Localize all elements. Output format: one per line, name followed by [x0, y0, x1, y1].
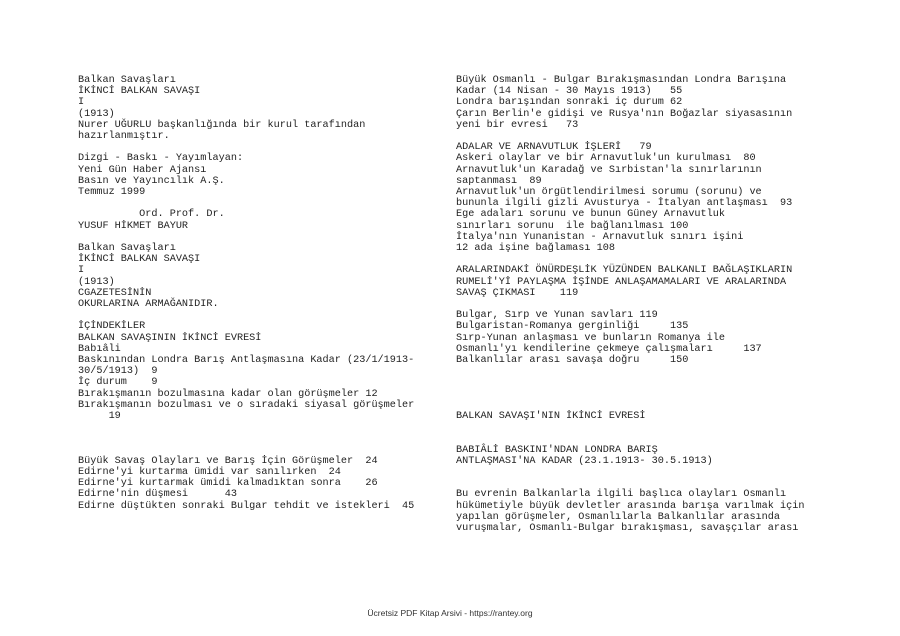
text-line: Londra barışından sonraki iç durum 62 — [456, 97, 683, 109]
text-line: Balkan Savaşları — [78, 75, 176, 86]
text-line: Bırakışmanın bozulmasına kadar olan görüşmeler 12 — [78, 388, 378, 400]
page-footer: Ücretsiz PDF Kitap Arsivi - https://rantey.org — [367, 608, 533, 618]
text-line: Edirne'yi kurtarmak ümidi kalmadıktan sonra 26 — [78, 478, 378, 490]
text-line: BALKAN SAVAŞININ İKİNCİ EVRESİ — [78, 332, 262, 344]
text-line: SAVAŞ ÇIKMASI 119 — [456, 287, 579, 299]
text-line: Ege adaları sorunu ve bunun Güney Arnavutluk — [456, 209, 725, 221]
text-line: I — [78, 97, 85, 109]
text-line: OKURLARINA ARMAĞANIDIR. — [78, 299, 219, 311]
text-line: CGAZETESİNİN — [78, 287, 152, 299]
text-line — [456, 400, 856, 411]
text-line — [78, 232, 438, 243]
text-line: ANTLAŞMASI'NA KADAR (23.1.1913- 30.5.1913) — [456, 455, 713, 467]
text-line — [456, 366, 856, 377]
text-line: Sırp-Yunan anlaşması ve bunların Romanya ile — [456, 332, 725, 344]
text-line — [78, 198, 438, 209]
text-line — [456, 377, 856, 388]
text-line: Büyük Savaş Olayları ve Barış İçin Görüşmeler 24 — [78, 455, 378, 467]
text-line: Askeri olaylar ve bir Arnavutluk'un kurulması 80 — [456, 153, 756, 165]
left-text-column — [78, 75, 438, 512]
right-text-column — [456, 75, 856, 534]
text-line: Dizgi - Baskı - Yayımlayan: — [78, 153, 244, 165]
text-line: BALKAN SAVAŞI'NIN İKİNCİ EVRESİ — [456, 410, 646, 422]
text-line: Kadar (14 Nisan - 30 Mayıs 1913) 55 — [456, 86, 683, 98]
text-line — [456, 422, 856, 433]
text-line — [456, 467, 856, 478]
text-line — [456, 299, 856, 310]
text-line: Babıâli — [78, 343, 121, 355]
text-line: Balkan Savaşları — [78, 243, 176, 254]
text-line: ARALARINDAKİ ÖNÜRDEŞLİK YÜZÜNDEN BALKANLI BAĞLAŞIKLARIN — [456, 265, 793, 277]
text-line: (1913) — [78, 108, 115, 120]
text-line: Büyük Osmanlı - Bulgar Bırakışmasından Londra Barışına — [456, 75, 787, 86]
text-line: ADALAR VE ARNAVUTLUK İŞLERİ 79 — [456, 142, 652, 154]
text-line: saptanması 89 — [456, 175, 542, 187]
text-line: İç durum 9 — [78, 377, 158, 389]
text-line: İKİNCİ BALKAN SAVAŞI — [78, 254, 201, 266]
text-line — [456, 478, 856, 489]
text-line: Bırakışmanın bozulması ve o sıradaki siyasal görüşmeler — [78, 399, 415, 411]
text-line: (1913) — [78, 276, 115, 288]
text-line: YUSUF HİKMET BAYUR — [78, 220, 189, 232]
text-line: yapılan görüşmeler, Osmanlılarla Balkanlılar arasında — [456, 511, 781, 523]
text-line: Arnavutluk'un Karadağ ve Sırbistan'la sınırlarının — [456, 164, 762, 176]
text-line — [456, 254, 856, 265]
text-line: İKİNCİ BALKAN SAVAŞI — [78, 86, 201, 98]
text-line: Temmuz 1999 — [78, 187, 146, 199]
text-line: hükümetiyle büyük devletler arasında barışa varılmak için — [456, 500, 805, 512]
text-line: vuruşmalar, Osmanlı-Bulgar bırakışması, savaşçılar arası — [456, 522, 799, 534]
text-line: Baskınından Londra Barış Antlaşmasına Kadar (23/1/1913- — [78, 355, 415, 367]
text-line: BABIÂLİ BASKINI'NDAN LONDRA BARIŞ — [456, 444, 658, 456]
text-line: Edirne düştükten sonraki Bulgar tehdit ve istekleri 45 — [78, 500, 415, 512]
text-line: Çarın Berlin'e gidişi ve Rusya'nın Boğazlar siyasasının — [456, 108, 793, 120]
text-line — [456, 433, 856, 444]
text-line: Edirne'nin düşmesi 43 — [78, 489, 237, 501]
text-line: 12 ada işine bağlaması 108 — [456, 243, 615, 255]
text-line — [78, 142, 438, 153]
text-line: RUMELİ'Yİ PAYLAŞMA İŞİNDE ANLAŞAMAMALARI VE ARALARINDA — [456, 276, 787, 288]
text-line — [78, 445, 438, 456]
text-line: yeni bir evresi 73 — [456, 119, 579, 131]
text-line — [456, 131, 856, 142]
text-line: Bu evrenin Balkanlarla ilgili başlıca olayları Osmanlı — [456, 489, 787, 501]
text-line — [456, 389, 856, 400]
text-line: 19 — [78, 411, 121, 423]
text-line: Basın ve Yayıncılık A.Ş. — [78, 175, 225, 187]
text-line: bununla ilgili gizli Avusturya - İtalyan antlaşması 93 — [456, 198, 793, 210]
text-line: İtalya'nın Yunanistan - Arnavutluk sınırı işini — [456, 231, 744, 243]
text-line: Arnavutluk'un örgütlendirilmesi sorumu (sorunu) ve — [456, 187, 762, 199]
text-line: Bulgar, Sırp ve Yunan savları 119 — [456, 310, 658, 322]
text-line: Edirne'yi kurtarma ümidi var sanılırken 24 — [78, 467, 341, 478]
text-line: Ord. Prof. Dr. — [78, 209, 225, 221]
text-line: Osmanlı'yı kendilerine çekmeye çalışmaları 137 — [456, 343, 762, 355]
text-line: Nurer UĞURLU başkanlığında bir kurul tarafından — [78, 119, 366, 131]
text-line: Balkanlılar arası savaşa doğru 150 — [456, 355, 689, 367]
text-line: İÇİNDEKİLER — [78, 321, 146, 333]
text-line — [78, 310, 438, 321]
text-line: I — [78, 265, 85, 277]
text-line: hazırlanmıştır. — [78, 131, 170, 143]
text-line — [78, 433, 438, 444]
text-line: Yeni Gün Haber Ajansı — [78, 164, 207, 176]
text-line — [78, 422, 438, 433]
text-line: 30/5/1913) 9 — [78, 366, 158, 378]
text-line: sınırları sorunu ile bağlanılması 100 — [456, 220, 689, 232]
text-line: Bulgaristan-Romanya gerginliği 135 — [456, 321, 689, 333]
